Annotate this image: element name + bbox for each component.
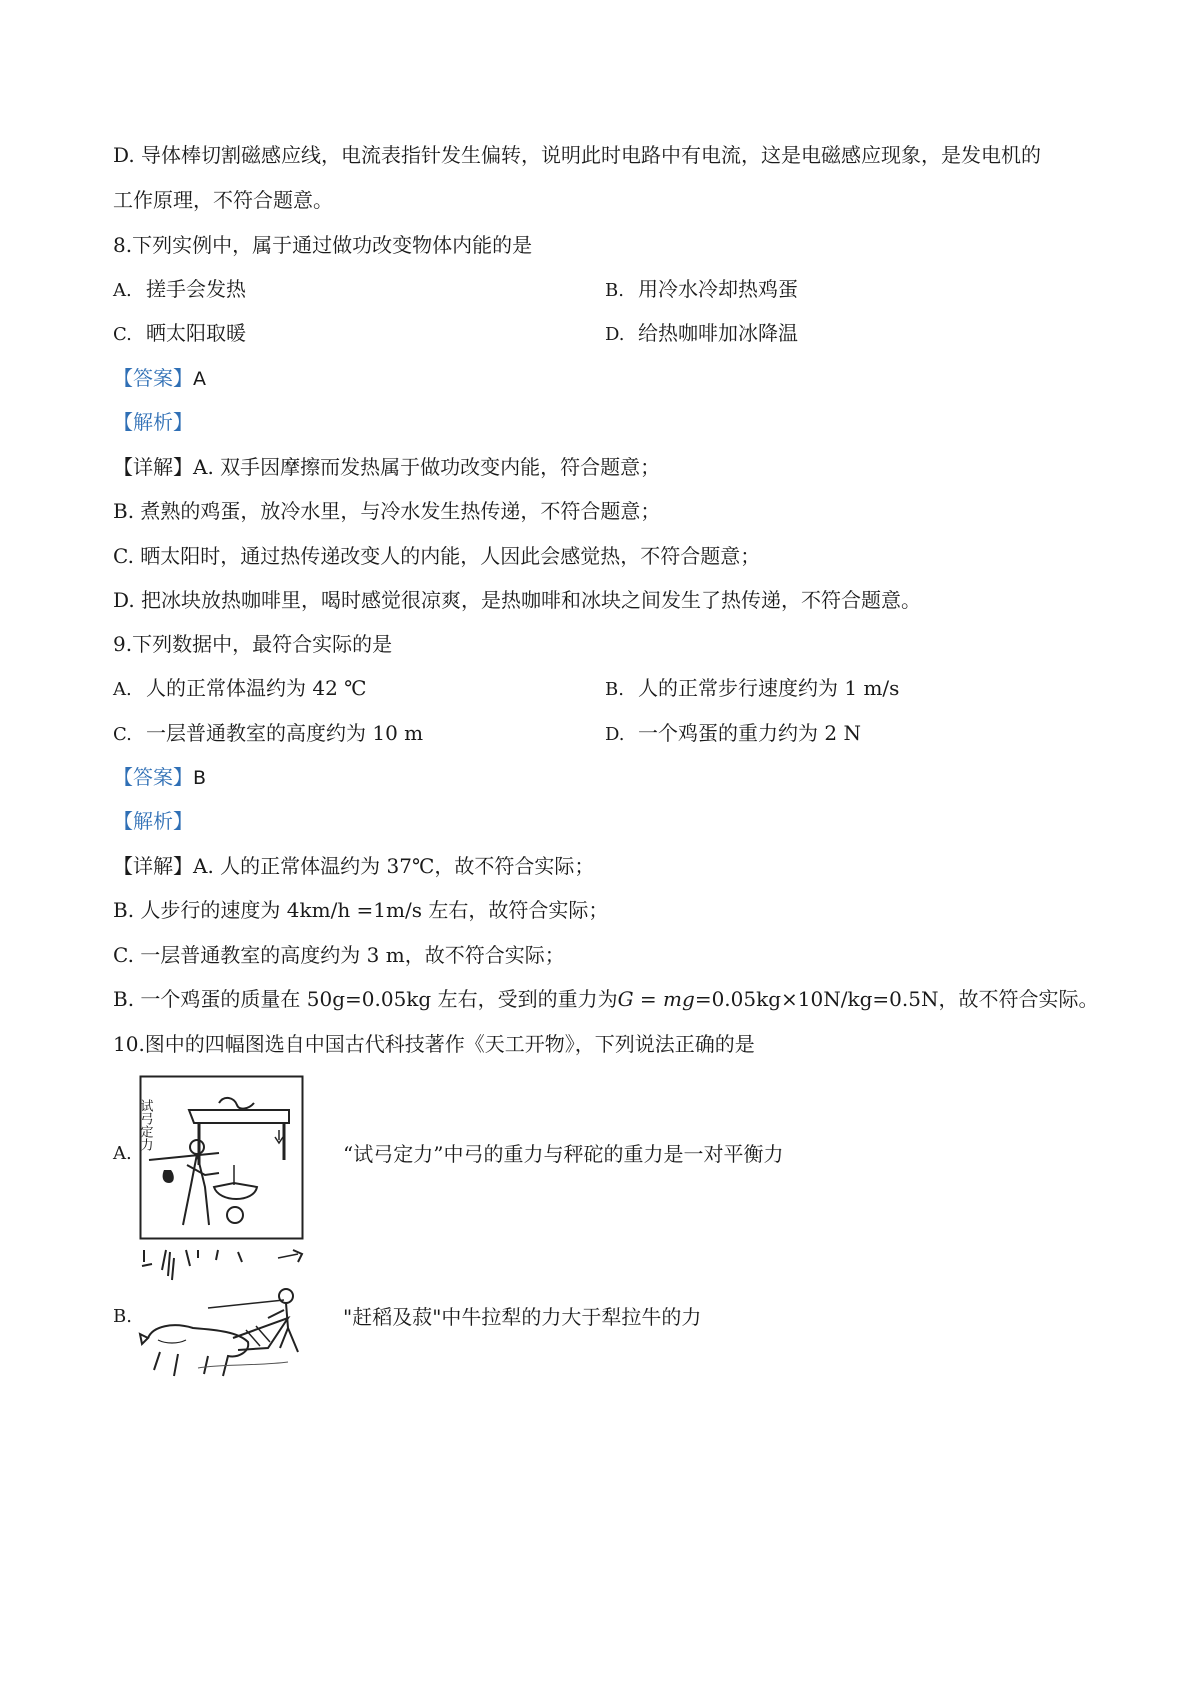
q8-detail-line: 【详解】A. 双手因摩擦而发热属于做功改变内能，符合题意；: [113, 455, 661, 479]
q9-option-d: D. 一个鸡蛋的重力约为 2 N: [605, 721, 861, 745]
q9-analysis-label: 【解析】: [113, 809, 193, 833]
q10-option-b-text: "赶稻及菽"中牛拉犁的力大于犁拉牛的力: [343, 1305, 702, 1329]
text-line: 工作原理，不符合题意。: [113, 188, 333, 212]
q8-option-d: D. 给热咖啡加冰降温: [605, 321, 798, 345]
q10-option-a-letter: A.: [113, 1143, 132, 1164]
q9-detail-line: 【详解】A. 人的正常体温约为 37℃，故不符合实际；: [113, 854, 595, 878]
q8-answer: 【答案】A: [113, 366, 206, 390]
ox-plow-illustration: [138, 1248, 308, 1380]
illustration-caption: 试弓定力: [139, 1099, 153, 1151]
text-line: D. 导体棒切割磁感应线，电流表指针发生偏转，说明此时电路中有电流，这是电磁感应现象，是发电机的: [113, 143, 1042, 167]
question-8-stem: 8.下列实例中，属于通过做功改变物体内能的是: [113, 233, 533, 257]
q8-detail-line: B. 煮熟的鸡蛋，放冷水里，与冷水发生热传递，不符合题意；: [113, 499, 661, 523]
q10-option-b-letter: B.: [113, 1306, 132, 1327]
q9-option-c: C. 一层普通教室的高度约为 10 m: [113, 721, 424, 745]
q10-option-a-text: “试弓定力”中弓的重力与秤砣的重力是一对平衡力: [343, 1142, 784, 1166]
q8-analysis-label: 【解析】: [113, 410, 193, 434]
q9-option-b: B. 人的正常步行速度约为 1 m/s: [605, 676, 900, 700]
question-9-stem: 9.下列数据中，最符合实际的是: [113, 632, 393, 656]
q8-option-a: A. 搓手会发热: [113, 277, 246, 301]
q8-detail-line: D. 把冰块放热咖啡里，喝时感觉很凉爽，是热咖啡和冰块之间发生了热传递，不符合题意。: [113, 588, 922, 612]
q9-option-a: A. 人的正常体温约为 42 ℃: [113, 676, 367, 700]
q8-detail-line: C. 晒太阳时，通过热传递改变人的内能，人因此会感觉热，不符合题意；: [113, 544, 761, 568]
test-bow-illustration: [139, 1075, 304, 1240]
q8-option-b: B. 用冷水冷却热鸡蛋: [605, 277, 798, 301]
q9-detail-line: B. 一个鸡蛋的质量在 50g=0.05kg 左右，受到的重力为G = mg=0.05kg×10N/kg=0.5N，故不符合实际。: [113, 987, 1099, 1011]
q9-detail-line: C. 一层普通教室的高度约为 3 m，故不符合实际；: [113, 943, 565, 967]
q9-answer: 【答案】B: [113, 765, 207, 789]
q8-option-c: C. 晒太阳取暖: [113, 321, 246, 345]
q9-detail-line: B. 人步行的速度为 4km/h =1m/s 左右，故符合实际；: [113, 898, 609, 922]
question-10-stem: 10.图中的四幅图选自中国古代科技著作《天工开物》，下列说法正确的是: [113, 1032, 755, 1056]
gravity-formula: G = mg: [617, 987, 695, 1011]
